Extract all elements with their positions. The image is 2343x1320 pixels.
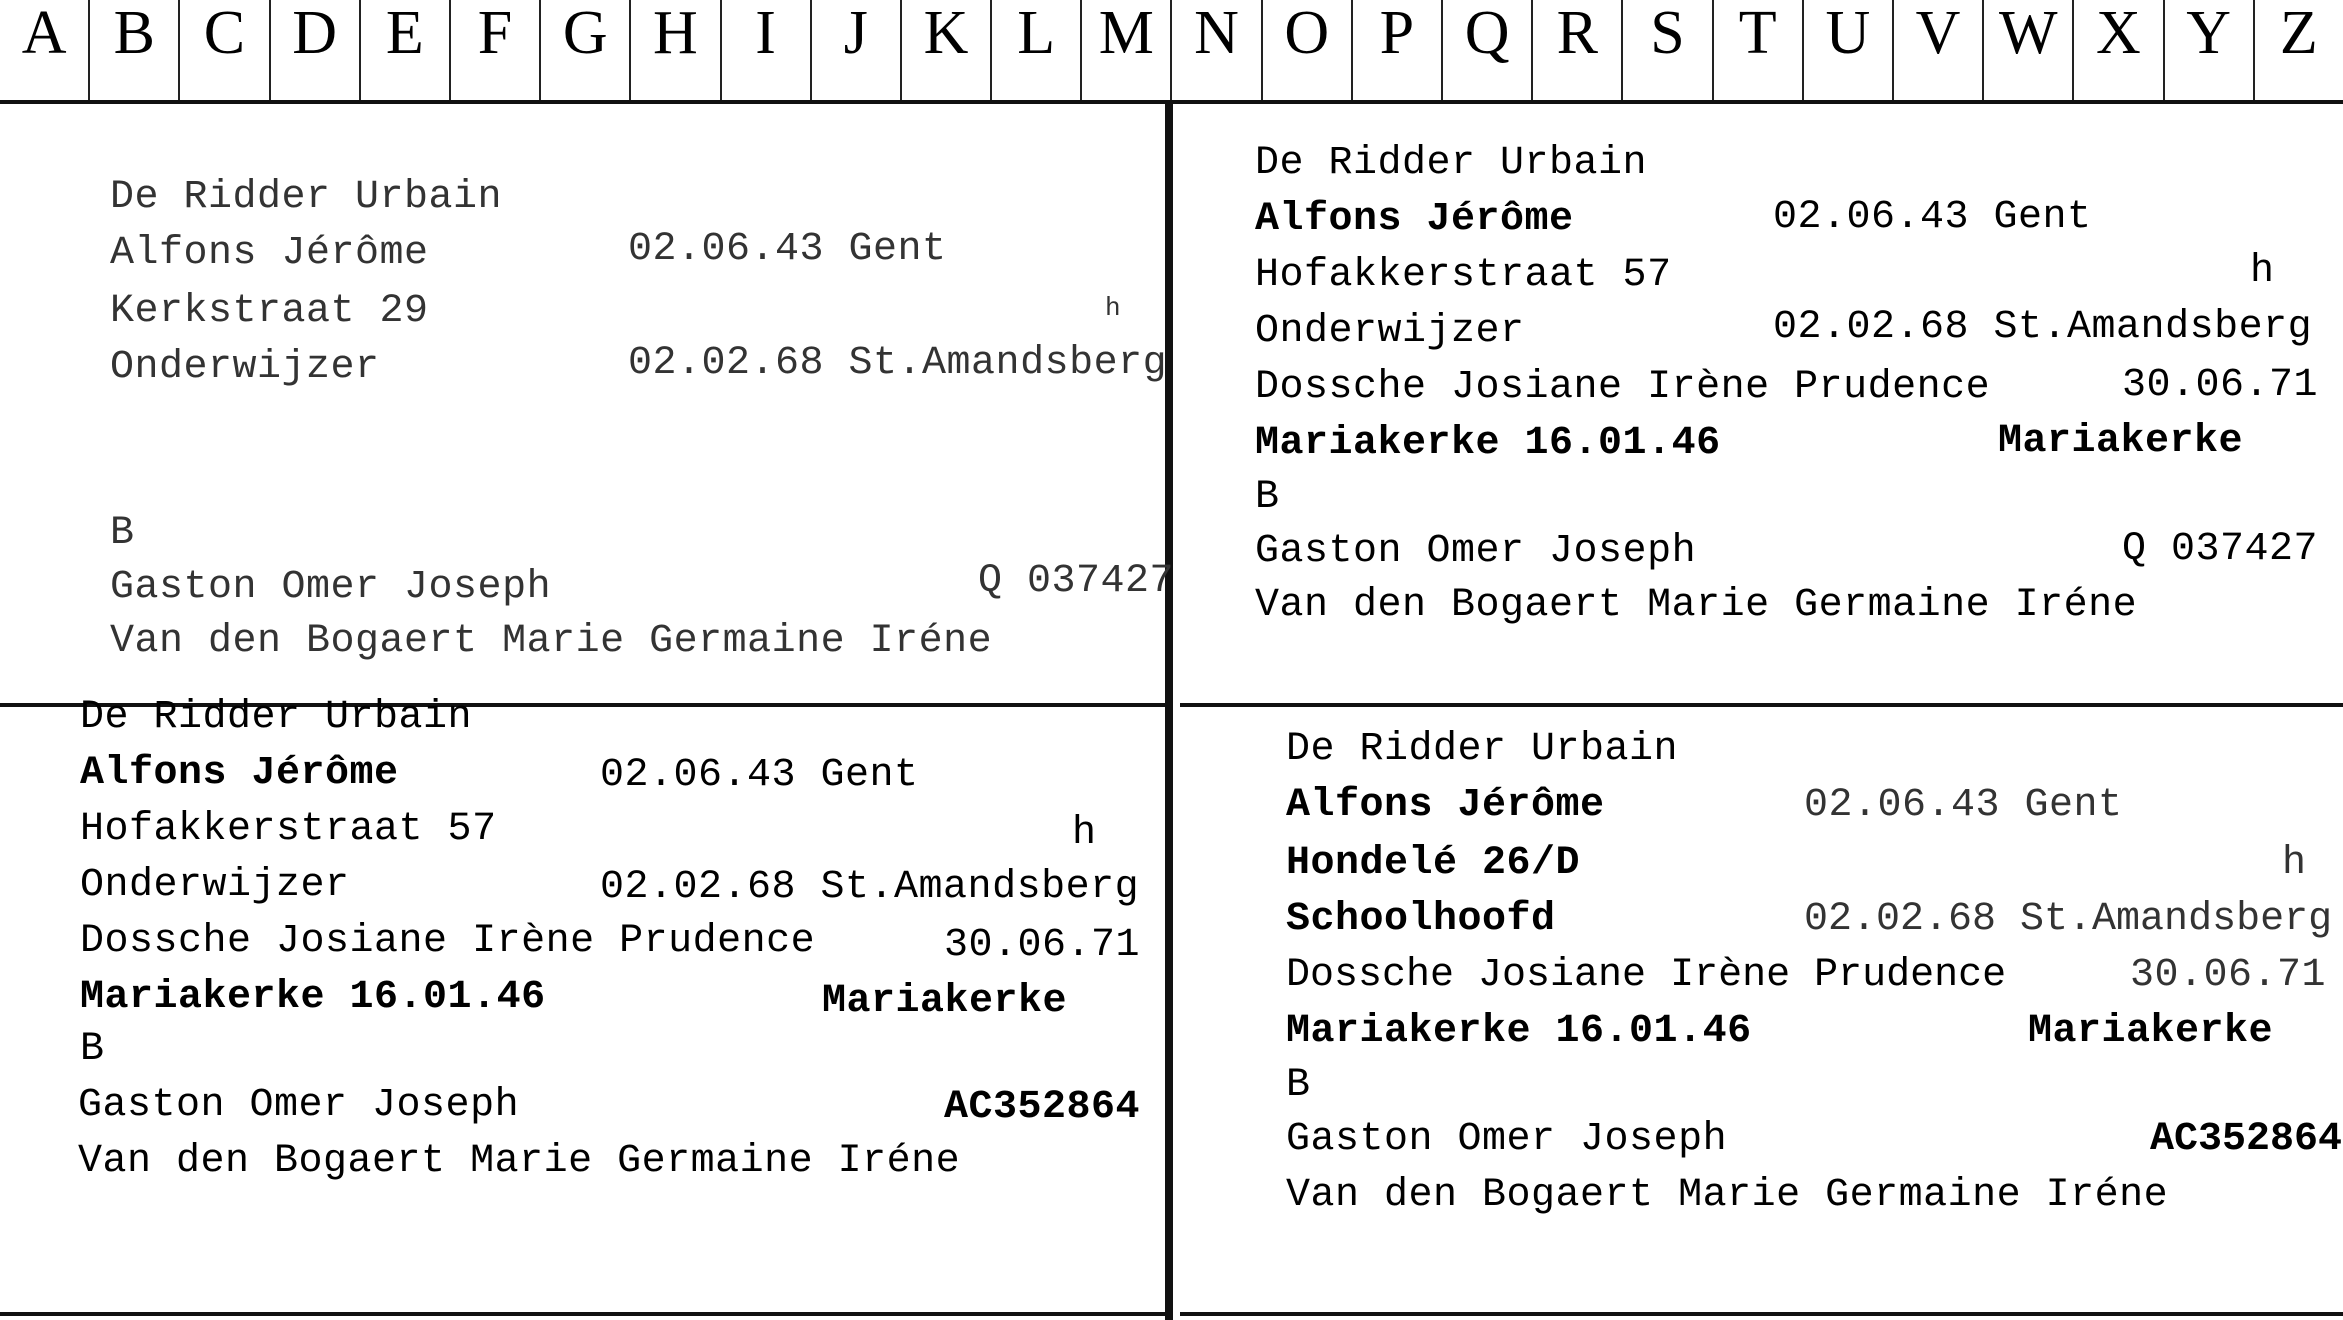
card-mother: Van den Bogaert Marie Germaine Iréne	[110, 619, 993, 664]
card-birth: 02.06.43 Gent	[600, 753, 919, 798]
alphabet-letter: E	[361, 0, 451, 100]
alphabet-index-bar	[0, 0, 2343, 104]
card-address: Kerkstraat 29	[110, 289, 429, 334]
card-reference: Q 037427	[978, 559, 1175, 604]
alphabet-letter: V	[1894, 0, 1984, 100]
card-spouse: Dossche Josiane Irène Prudence	[80, 919, 816, 964]
card-name: De Ridder Urbain	[1286, 727, 1679, 772]
card-spouse: Dossche Josiane Irène Prudence	[1255, 365, 1991, 410]
card-mark: h	[2282, 841, 2307, 886]
alphabet-letter: H	[631, 0, 721, 100]
card-mother: Van den Bogaert Marie Germaine Iréne	[1255, 583, 2138, 628]
card-mother: Van den Bogaert Marie Germaine Iréne	[1286, 1173, 2169, 1218]
card-father: Gaston Omer Joseph	[1255, 529, 1697, 574]
bottom-divider-left	[0, 1312, 1165, 1316]
card-given-names: Alfons Jérôme	[110, 231, 429, 276]
card-given-names: Alfons Jérôme	[1255, 197, 1574, 242]
card-spouse-date: 30.06.71	[2130, 953, 2327, 998]
alphabet-letter: F	[451, 0, 541, 100]
alphabet-letter: Q	[1443, 0, 1533, 100]
card-mother: Van den Bogaert Marie Germaine Iréne	[78, 1139, 961, 1184]
card-occupation-date: 02.02.68 St.Amandsberg	[1773, 305, 2313, 350]
card-father: Gaston Omer Joseph	[110, 565, 552, 610]
alphabet-letter: Z	[2279, 0, 2318, 67]
card-occupation-date: 02.02.68 St.Amandsberg	[628, 341, 1168, 386]
alphabet-letter: J	[812, 0, 902, 100]
card-letter: B	[110, 511, 135, 556]
vertical-divider	[1165, 104, 1173, 1320]
card-occupation-date: 02.02.68 St.Amandsberg	[600, 865, 1140, 910]
card-name: De Ridder Urbain	[80, 695, 473, 740]
alphabet-letter: O	[1263, 0, 1353, 100]
alphabet-letter: L	[992, 0, 1082, 100]
card-letter: B	[1255, 475, 1280, 520]
card-reference: AC352864	[944, 1085, 1141, 1130]
alphabet-letter: W	[1984, 0, 2074, 100]
card-letter: B	[80, 1027, 105, 1072]
alphabet-letter: U	[1804, 0, 1894, 100]
card-spouse-birth: Mariakerke 16.01.46	[80, 975, 546, 1020]
card-occupation: Onderwijzer	[1255, 309, 1525, 354]
card-address: Hofakkerstraat 57	[1255, 253, 1672, 298]
card-letter: B	[1286, 1063, 1311, 1108]
alphabet-letter: Y	[2165, 0, 2255, 100]
alphabet-letter: C	[180, 0, 270, 100]
alphabet-letter: N	[1172, 0, 1262, 100]
bottom-divider-right	[1180, 1312, 2343, 1316]
card-mark: h	[1105, 293, 1122, 323]
card-birth: 02.06.43 Gent	[1804, 783, 2123, 828]
card-name: De Ridder Urbain	[110, 175, 503, 220]
alphabet-letter: G	[541, 0, 631, 100]
card-spouse-place: Mariakerke	[822, 979, 1068, 1024]
alphabet-letter: A	[0, 0, 90, 100]
card-father: Gaston Omer Joseph	[1286, 1117, 1728, 1162]
alphabet-letter: P	[1353, 0, 1443, 100]
alphabet-letter: B	[90, 0, 180, 100]
card-name: De Ridder Urbain	[1255, 141, 1648, 186]
card-spouse-birth: Mariakerke 16.01.46	[1255, 421, 1721, 466]
card-given-names: Alfons Jérôme	[80, 751, 399, 796]
card-father: Gaston Omer Joseph	[78, 1083, 520, 1128]
alphabet-letter: K	[902, 0, 992, 100]
card-address: Hondelé 26/D	[1286, 841, 1581, 886]
card-spouse-date: 30.06.71	[2122, 363, 2319, 408]
horizontal-divider-right	[1180, 703, 2343, 707]
alphabet-letter: D	[271, 0, 361, 100]
alphabet-letter: M	[1082, 0, 1172, 100]
card-occupation: Schoolhoofd	[1286, 897, 1556, 942]
card-occupation: Onderwijzer	[110, 345, 380, 390]
card-spouse: Dossche Josiane Irène Prudence	[1286, 953, 2007, 998]
card-occupation: Onderwijzer	[80, 863, 350, 908]
alphabet-letter: X	[2074, 0, 2164, 100]
alphabet-letter: S	[1623, 0, 1713, 100]
card-reference: AC352864	[2150, 1117, 2343, 1162]
card-spouse-place: Mariakerke	[1998, 419, 2244, 464]
card-spouse-place: Mariakerke	[2028, 1009, 2274, 1054]
alphabet-letter: R	[1533, 0, 1623, 100]
card-birth: 02.06.43 Gent	[628, 227, 947, 272]
card-given-names: Alfons Jérôme	[1286, 783, 1605, 828]
card-spouse-date: 30.06.71	[944, 923, 1141, 968]
alphabet-letter: I	[722, 0, 812, 100]
card-birth: 02.06.43 Gent	[1773, 195, 2092, 240]
card-mark: h	[1072, 811, 1097, 856]
alphabet-letter: T	[1714, 0, 1804, 100]
card-reference: Q 037427	[2122, 527, 2319, 572]
card-mark: h	[2250, 249, 2275, 294]
card-occupation-date: 02.02.68 St.Amandsberg	[1804, 897, 2333, 942]
card-spouse-birth: Mariakerke 16.01.46	[1286, 1009, 1752, 1054]
card-address: Hofakkerstraat 57	[80, 807, 497, 852]
